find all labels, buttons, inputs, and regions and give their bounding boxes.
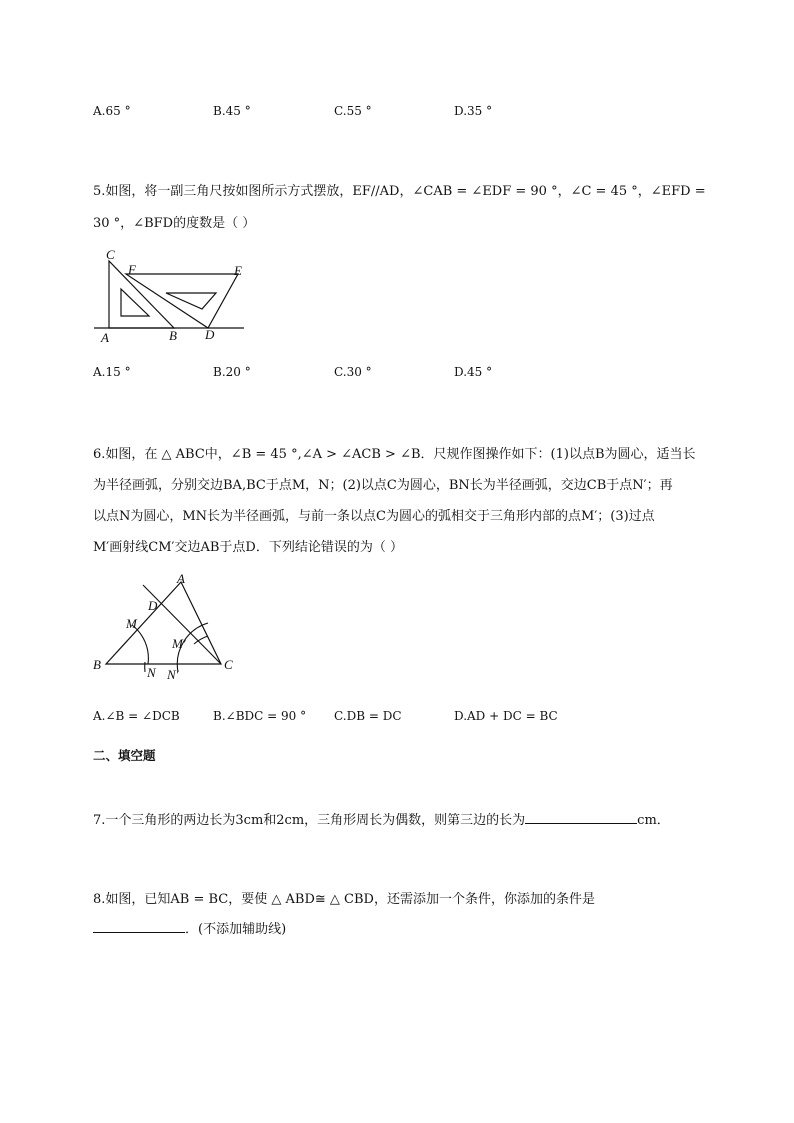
- q8-text-after: ．(不添加辅助线): [185, 922, 287, 937]
- q8-text-line-1: 8.如图，已知AB = BC，要使 △ ABD≅ △ CBD，还需添加一个条件，你添加的条件是: [93, 892, 595, 907]
- q5-text-line-1: 5.如图，将一副三角尺按如图所示方式摆放，EF//AD，∠CAB = ∠EDF = 90 °，∠C = 45 °，∠EFD =: [93, 184, 706, 199]
- q8-answer-blank[interactable]: [93, 920, 185, 933]
- q5-option-c: C.30 °: [334, 365, 372, 379]
- q6-text-line-3: 以点N为圆心，MN长为半径画弧，与前一条以点C为圆心的弧相交于三角形内部的点M′；(3)过点: [93, 509, 655, 524]
- q6-triangle-abc: [106, 582, 221, 664]
- q6-label-a: A: [177, 571, 185, 586]
- q6-label-n: N: [147, 665, 156, 680]
- q6-label-n-prime: N′: [167, 667, 179, 682]
- q5-figure-set-squares: [90, 244, 260, 346]
- q6-label-b: B: [93, 657, 101, 672]
- q4-option-a: A.65 °: [93, 104, 131, 118]
- q6-arc-n: [194, 636, 208, 644]
- q5-label-f: F: [128, 262, 136, 277]
- q6-option-d: D.AD + DC = BC: [454, 709, 558, 723]
- q6-option-c: C.DB = DC: [334, 709, 402, 723]
- q5-option-b: B.20 °: [213, 365, 251, 379]
- q6-figure-triangle-abc: [88, 568, 248, 686]
- q5-triangle-cab-inner: [121, 289, 149, 316]
- q5-text-line-2: 30 °，∠BFD的度数是（ ）: [93, 216, 256, 231]
- q5-label-d: D: [205, 327, 215, 342]
- q6-label-d: D: [148, 598, 158, 613]
- q5-option-d: D.45 °: [454, 365, 493, 379]
- q5-label-e: E: [234, 263, 242, 278]
- q4-option-b: B.45 °: [213, 104, 251, 118]
- q6-option-a: A.∠B = ∠DCB: [93, 709, 180, 723]
- q6-option-b: B.∠BDC = 90 °: [213, 709, 307, 723]
- q5-label-b: B: [169, 328, 177, 343]
- q6-label-c: C: [224, 657, 233, 672]
- q4-option-c: C.55 °: [334, 104, 372, 118]
- q6-label-m-prime: M′: [172, 636, 186, 651]
- q6-ray-cm-prime: [143, 585, 221, 664]
- q5-triangle-edf: [126, 274, 238, 328]
- q7-answer-blank[interactable]: [525, 811, 637, 824]
- q7-text-after: cm．: [637, 813, 670, 828]
- q4-option-d: D.35 °: [454, 104, 493, 118]
- section-fill-in-title: 二、填空题: [93, 748, 156, 763]
- q5-label-c: C: [106, 247, 115, 262]
- q5-label-a: A: [101, 330, 109, 345]
- q7-text: [93, 809, 670, 828]
- q5-triangle-edf-inner: [166, 293, 216, 309]
- q8-text-line-2: [93, 918, 286, 937]
- q6-text-line-4: M′画射线CM′交边AB于点D．下列结论错误的为（ ）: [93, 540, 403, 555]
- q5-triangle-cab: [109, 261, 174, 328]
- q6-text-line-2: 为半径画弧，分别交边BA,BC于点M，N；(2)以点C为圆心，BN长为半径画弧，交边CB于点N′；再: [93, 478, 673, 493]
- q6-text-line-1: 6.如图，在 △ ABC中，∠B = 45 °,∠A > ∠ACB > ∠B．尺规作图操作如下：(1)以点B为圆心，适当长: [93, 447, 696, 462]
- q6-label-m: M: [126, 616, 137, 631]
- q5-option-a: A.15 °: [93, 365, 131, 379]
- q7-text-before: 7.一个三角形的两边长为3cm和2cm，三角形周长为偶数，则第三边的长为: [93, 813, 526, 828]
